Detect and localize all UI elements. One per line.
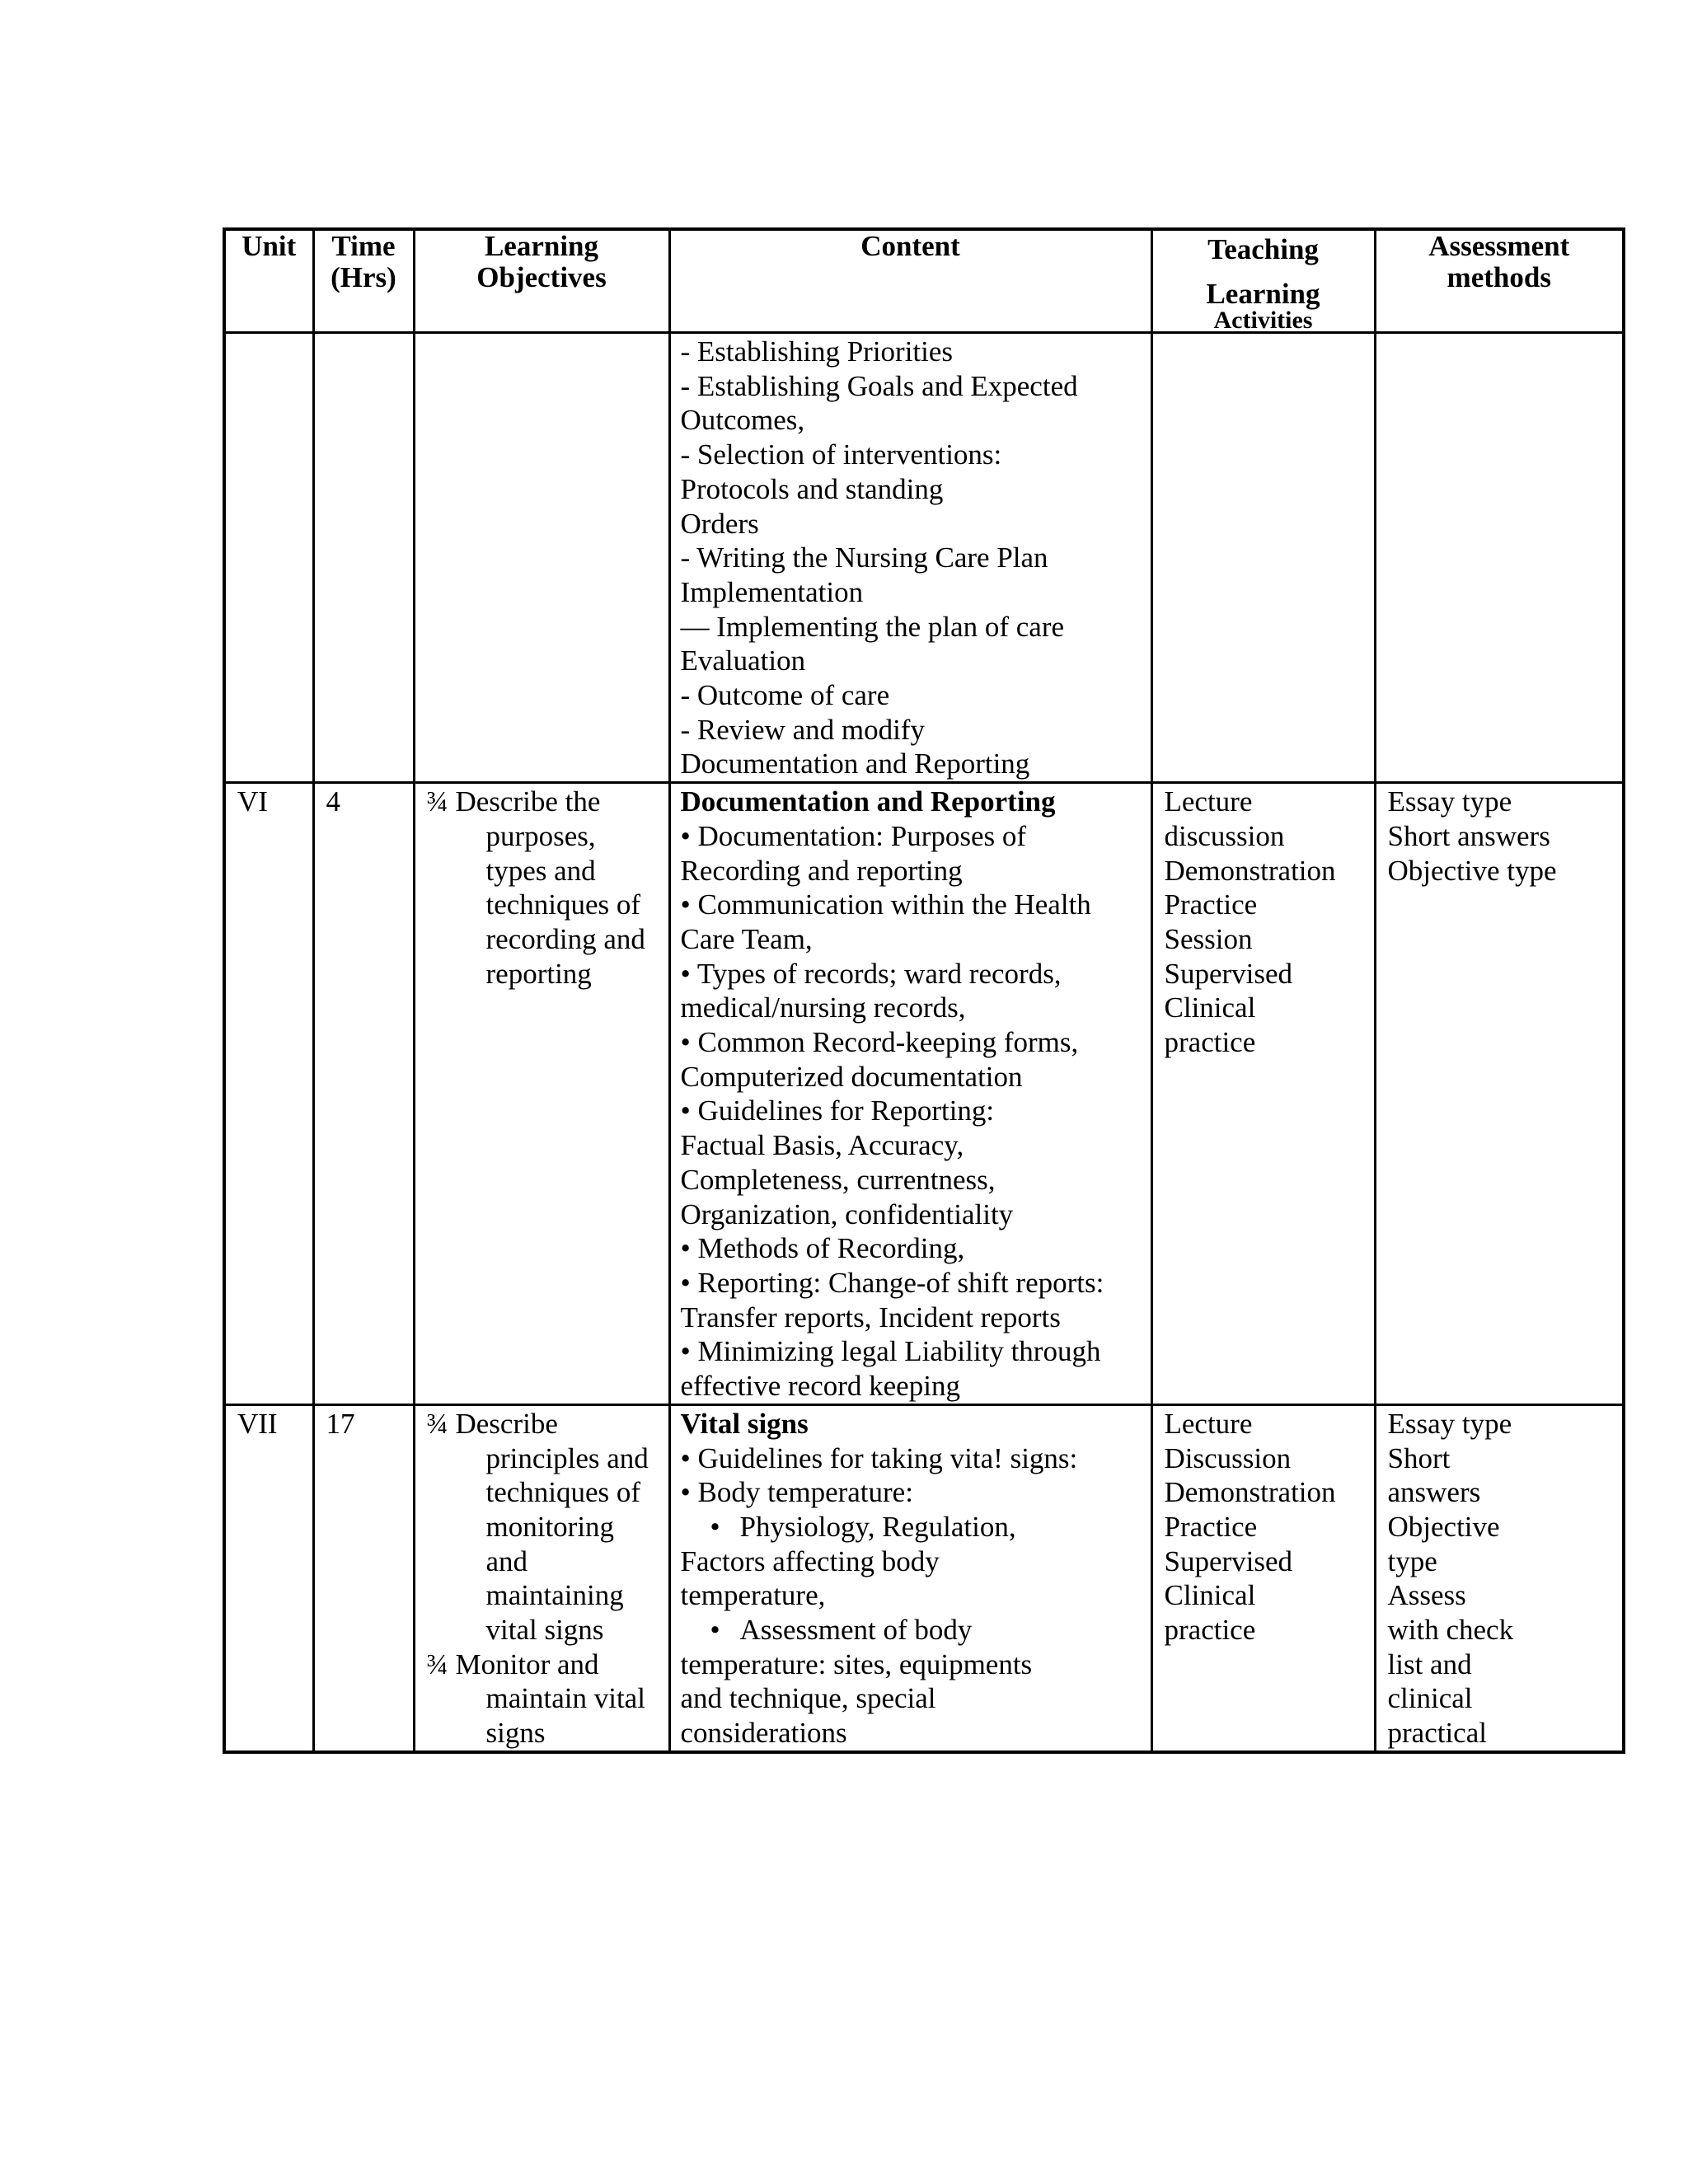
header-content: Content: [669, 229, 1151, 333]
content-cell: [669, 333, 1151, 783]
content-line: Completeness, currentness,: [680, 1163, 996, 1196]
content-line: Implementation: [680, 575, 864, 608]
content-line: • Documentation: Purposes of: [680, 819, 1027, 852]
content-title: Documentation and Reporting: [680, 785, 1056, 818]
objectives-cell: [414, 1404, 669, 1752]
tla-cell: Lecture discussion Demonstration Practice Session Supervised Clinical practice: [1151, 783, 1375, 1405]
content-line: temperature,: [680, 1579, 826, 1612]
content-line: • Guidelines for taking vita! signs:: [680, 1441, 1078, 1474]
unit-cell: [224, 333, 313, 783]
content-line: • Communication within the Health: [680, 888, 1091, 921]
content-cell: [669, 783, 1151, 1405]
unit-cell: VII: [224, 1404, 313, 1752]
content-line: Recording and reporting: [680, 854, 963, 887]
objective-item: ¾ Describe the purposes, types and techniques of recording and reporting: [426, 785, 645, 990]
bullet-icon: •: [710, 1614, 720, 1647]
content-line: - Selection of interventions:: [680, 438, 1002, 471]
objectives-cell: [414, 783, 669, 1405]
content-line: • Guidelines for Reporting:: [680, 1094, 995, 1127]
content-line: Documentation and Reporting: [680, 748, 1030, 780]
content-line: • Types of records; ward records,: [680, 957, 1062, 990]
content-line: Care Team,: [680, 922, 813, 955]
time-cell: 4: [313, 783, 414, 1405]
header-unit: Unit: [224, 229, 313, 333]
content-title: Vital signs: [680, 1407, 809, 1440]
assessment-cell: [1375, 333, 1624, 783]
content-line: and technique, special: [680, 1682, 936, 1715]
content-line: Organization, confidentiality: [680, 1197, 1014, 1230]
content-line: considerations: [680, 1717, 847, 1750]
content-line: Protocols and standing: [680, 472, 944, 505]
time-cell: 17: [313, 1404, 414, 1752]
objective-item: ¾ Describe principles and techniques of monitoring and maintaining vital signs: [426, 1407, 649, 1647]
content-line: • Physiology, Regulation,: [681, 1510, 1146, 1544]
header-row: [224, 229, 1624, 333]
content-line: Evaluation: [680, 644, 806, 677]
tla-cell: Lecture Discussion Demonstration Practice Supervised Clinical practice: [1151, 1404, 1375, 1752]
content-line: • Methods of Recording,: [680, 1232, 965, 1265]
content-line: Factors affecting body: [680, 1544, 940, 1577]
table-row: [224, 333, 1624, 783]
content-line: Computerized documentation: [680, 1060, 1023, 1093]
content-line: • Body temperature:: [680, 1476, 913, 1509]
content-line: Factual Basis, Accuracy,: [680, 1129, 964, 1162]
content-line: - Outcome of care: [680, 679, 890, 712]
content-cell: [669, 1404, 1151, 1752]
content-line: - Establishing Goals and Expected: [680, 369, 1078, 402]
table-row: [224, 1404, 1624, 1752]
header-assessment-methods: Assessment methods: [1375, 229, 1624, 333]
header-teaching-learning-activities: Teaching Learning Activities: [1151, 229, 1375, 333]
content-line: — Implementing the plan of care: [680, 610, 1065, 643]
unit-cell: VI: [224, 783, 313, 1405]
content-line: Orders: [680, 507, 759, 540]
content-line: • Reporting: Change-of shift reports:: [680, 1266, 1104, 1299]
content-line: effective record keeping: [680, 1370, 960, 1403]
content-line: - Establishing Priorities: [680, 335, 954, 368]
objectives-cell: [414, 333, 669, 783]
table-row: [224, 783, 1624, 1405]
tla-cell: [1151, 333, 1375, 783]
time-cell: [313, 333, 414, 783]
content-line: - Writing the Nursing Care Plan: [680, 541, 1048, 574]
content-line: Transfer reports, Incident reports: [680, 1301, 1061, 1333]
content-line: • Common Record-keeping forms,: [680, 1026, 1079, 1059]
content-line: temperature: sites, equipments: [680, 1647, 1033, 1680]
syllabus-table: [223, 227, 1625, 1754]
assessment-cell: Essay type Short answers Objective type: [1375, 783, 1624, 1405]
content-line: • Assessment of body: [681, 1613, 1146, 1647]
content-line: - Review and modify: [680, 713, 925, 746]
bullet-icon: •: [710, 1510, 720, 1543]
content-line: • Minimizing legal Liability through: [680, 1335, 1101, 1368]
content-line: medical/nursing records,: [680, 991, 966, 1024]
content-line: Outcomes,: [680, 404, 805, 437]
header-time: Time (Hrs): [313, 229, 414, 333]
assessment-cell: Essay type Short answers Objective type Assess with check list and clinical practical: [1375, 1404, 1624, 1752]
header-learning-objectives: Learning Objectives: [414, 229, 669, 333]
objective-item: ¾ Monitor and maintain vital signs: [426, 1647, 645, 1750]
